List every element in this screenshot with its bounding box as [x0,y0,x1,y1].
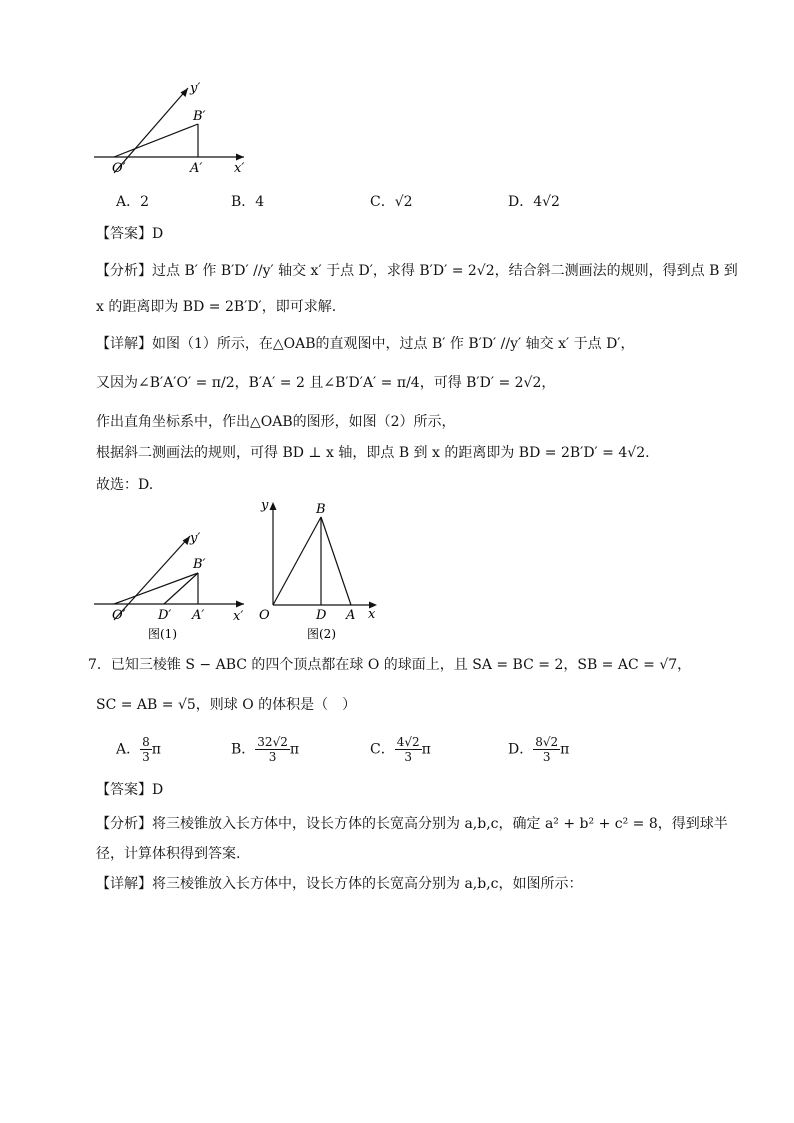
q6-option-a[interactable]: A．2 [116,194,150,210]
q6-analysis-line1: 【分析】过点 B′ 作 B′D′ //y′ 轴交 x′ 于点 D′，求得 B′D′ = 2√2，结合斜二测画法的规则，得到点 B 到 [96,263,738,279]
x-axis-arrow [236,154,244,161]
figure-2-cartesian [255,494,385,644]
q7-answer: 【答案】D [96,782,164,798]
q6-option-d[interactable]: D．4√2 [508,194,560,210]
label-o: O′ [112,161,126,176]
q6-detail-line5: 故选：D. [96,477,154,493]
label-y: y [261,498,269,513]
q7-option-b-fraction [255,735,290,764]
segment-ob [114,124,198,157]
label-d: D′ [158,608,172,623]
q7-option-a-prefix: A． [116,741,141,758]
label-b: B′ [193,557,206,572]
q7-option-b[interactable] [231,735,299,764]
q7-option-d-denominator: 3 [542,750,551,764]
segment-ab [321,517,351,605]
label-b: B [316,502,326,517]
q7-option-b-pi: π [289,741,300,758]
label-o: O′ [112,608,126,623]
segment-ob [273,517,321,605]
q6-analysis-line2: x 的距离即为 BD = 2B′D′，即可求解. [96,299,337,315]
q7-option-c[interactable] [370,735,431,764]
q7-analysis-line1: 【分析】将三棱锥放入长方体中，设长方体的长宽高分别为 a,b,c，确定 a² + b² + c² = 8，得到球半 [96,816,728,832]
figure-1-caption: 图(1) [148,627,177,641]
q7-option-b-numerator: 32√2 [257,735,288,749]
top-oblique-figure [92,78,262,178]
q6-detail-line3: 作出直角坐标系中，作出△OAB的图形，如图（2）所示， [96,414,456,430]
q7-detail-line1: 【详解】将三棱锥放入长方体中，设长方体的长宽高分别为 a,b,c，如图所示： [96,876,583,892]
q7-option-a-denominator: 3 [142,750,150,764]
q6-detail-line4: 根据斜二测画法的规则，可得 BD ⊥ x 轴，即点 B 到 x 的距离即为 BD = 2B′D′ = 4√2. [96,445,650,461]
label-y: y′ [190,81,201,96]
q7-option-a-pi: π [151,741,161,758]
x-axis-arrow [236,601,244,608]
q6-answer: 【答案】D [96,226,164,242]
label-x: x′ [233,609,244,624]
q7-option-d-prefix: D． [508,741,534,758]
label-o: O [259,608,270,623]
q7-option-c-fraction [395,735,422,764]
label-x: x′ [234,161,245,176]
q7-option-b-prefix: B． [231,741,256,758]
segment-ob [114,573,198,604]
figure-1-oblique [92,522,252,644]
q7-option-a[interactable] [116,735,161,764]
label-a: A′ [190,161,203,176]
q6-detail-line1: 【详解】如图（1）所示，在△OAB的直观图中，过点 B′ 作 B′D′ //y′ 轴交 x′ 于点 D′， [96,336,635,352]
q7-option-c-pi: π [421,741,431,758]
q7-option-d[interactable] [508,735,569,764]
q7-option-c-denominator: 3 [404,750,412,764]
q7-stem-line2: SC = AB = √5，则球 O 的体积是（ ） [96,697,357,713]
q6-option-b[interactable]: B．4 [231,194,265,210]
q7-analysis-line2: 径，计算体积得到答案. [96,846,241,862]
q7-option-a-numerator: 8 [142,735,150,749]
label-d: D [316,608,327,623]
q7-stem-line1: 7．已知三棱锥 S − ABC 的四个顶点都在球 O 的球面上，且 SA = BC = 2，SB = AC = √7， [88,657,692,673]
label-b: B′ [193,109,206,124]
label-y: y′ [190,531,201,546]
q6-option-c[interactable]: C．√2 [370,194,413,210]
q7-option-d-fraction [533,735,560,764]
q7-option-d-pi: π [560,741,570,758]
label-x: x [368,607,376,622]
q7-option-d-numerator: 8√2 [535,735,559,749]
segment-db [164,573,198,604]
q7-option-a-fraction [140,735,152,764]
label-a: A′ [192,608,205,623]
q7-option-c-numerator: 4√2 [396,735,420,749]
figure-2-caption: 图(2) [307,627,336,641]
label-a: A [346,608,356,623]
y-axis-arrow [270,502,277,510]
q7-option-c-prefix: C． [370,741,395,758]
q7-option-b-denominator: 3 [268,750,277,764]
q6-detail-line2: 又因为∠B′A′O′ = π/2，B′A′ = 2 且∠B′D′A′ = π/4，可得 B′D′ = 2√2， [96,375,556,391]
